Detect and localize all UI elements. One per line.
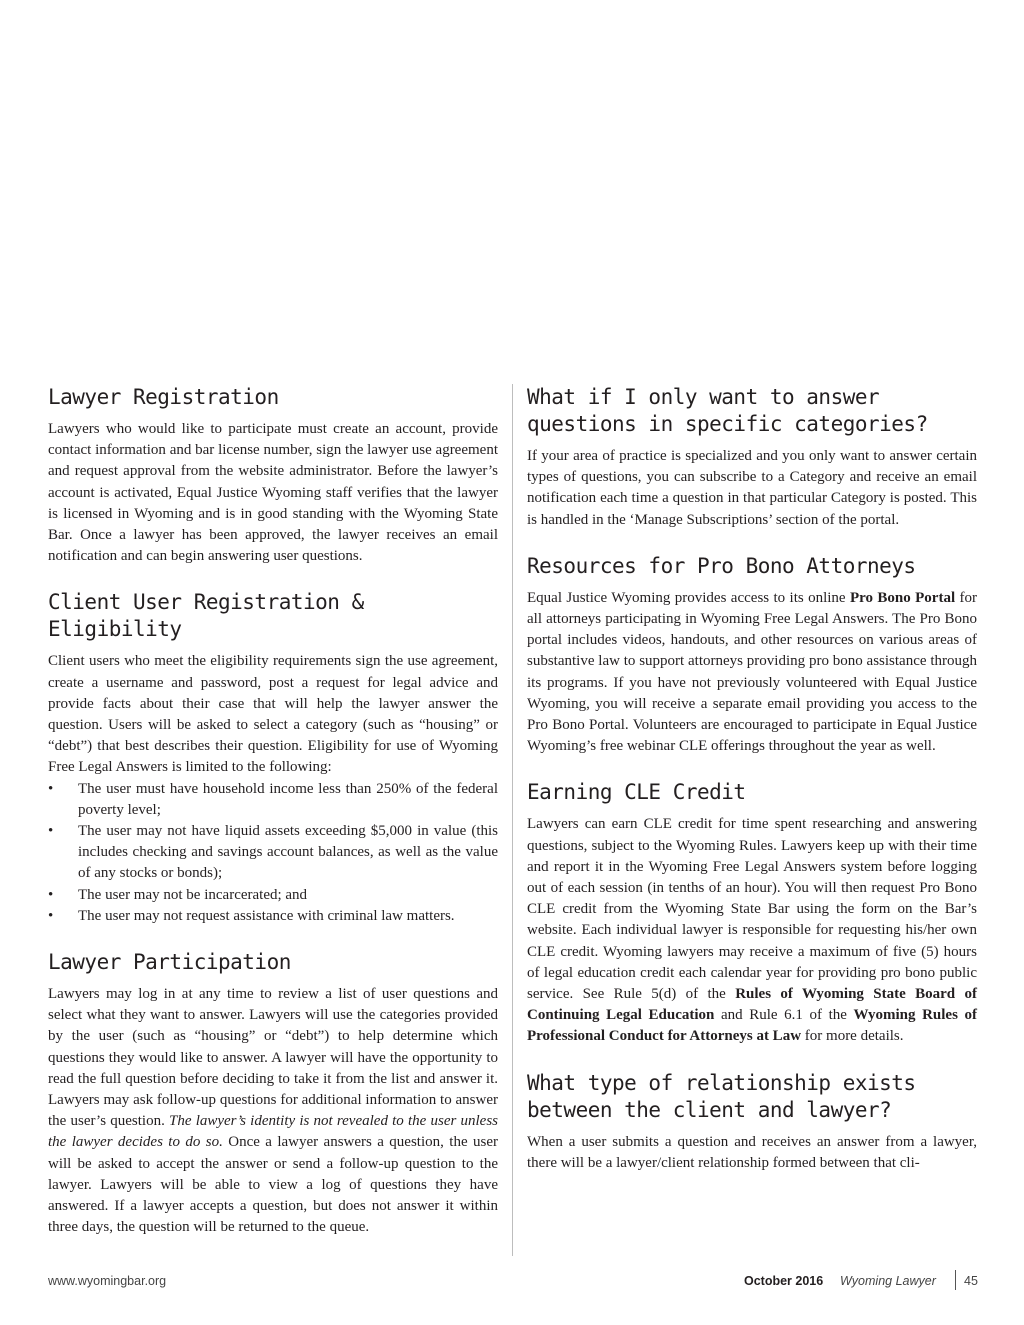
lawyer-registration-heading: Lawyer Registration (48, 385, 279, 409)
page-number: 45 (964, 1274, 978, 1288)
text-run: for more details. (801, 1028, 904, 1045)
section-client-registration (48, 589, 498, 927)
section-lawyer-participation (48, 949, 498, 1238)
lawyer-registration-text: Lawyers who would like to participate must create an account, provide contact information and bar license number, sign the lawyer use agreement and request approval from the website administrator. Before the lawyer’s account is activated, Equal Justice Wyoming staff verifies that the lawyer is licensed in Wyoming and is in good standing with the Wyoming State Bar. Once a lawyer has been approved, the lawyer receives an email notification and can begin answering user questions. (48, 421, 498, 565)
bold-text-run: Rules of Wyoming State Board of Continuing Legal Education (527, 986, 977, 1024)
text-run: for all attorneys participating in Wyoming Free Legal Answers. The Pro Bono portal includes videos, handouts, and other resources on various areas of substantive law to support attorneys providing pro bono assistance through its programs. If you have not previously volunteered with Equal Justice Wyoming, you will receive a separate email providing you access to the Pro Bono Portal. Volunteers are encouraged to participate in Equal Justice Wyoming’s free webinar CLE offerings throughout the year as well. (527, 589, 977, 755)
section-specific-categories (527, 384, 977, 531)
right-column (527, 384, 977, 1196)
footer-magazine-title: Wyoming Lawyer (840, 1274, 936, 1288)
text-run: and Rule 6.1 of the (714, 1007, 854, 1024)
list-item: • The user may not have liquid assets exceeding $5,000 in value (this includes checking and savings account balances, as well as the value of any stocks or bonds); (48, 821, 498, 885)
text-run: Lawyers may log in at any time to review a list of user questions and select what they want to answer. Lawyers will use the categories provided by the user (such as “housing” or “debt”) to help determine which questions they would like to answer. A lawyer will have the opportunity to read the full question before deciding to take it from the list and answer it. Lawyers may ask follow-up questions for additional information to answer the user’s question. (48, 986, 498, 1130)
client-registration-heading: Client User Registration & Eligibility (48, 590, 364, 642)
section-pro-bono-resources (527, 553, 977, 758)
footer-divider (955, 1270, 956, 1290)
column-divider (512, 384, 513, 1256)
text-run: Equal Justice Wyoming provides access to its online (527, 589, 850, 606)
earning-cle-credit-text (527, 814, 977, 1047)
left-column (48, 384, 498, 1261)
pro-bono-resources-text (527, 588, 977, 758)
list-item: • The user may not request assistance with criminal law matters. (48, 906, 498, 927)
pro-bono-resources-heading: Resources for Pro Bono Attorneys (527, 553, 916, 578)
text-run: Once a lawyer answers a question, the user will be asked to accept the answer or send a follow-up question to the lawyer. Lawyers will be able to view a log of questions they have answered. If a lawyer accepts a question, but does not answer it within three days, the question will be returned to the queue. (48, 1134, 498, 1236)
eligibility-list (48, 779, 498, 927)
relationship-heading: What type of relationship exists between the client and lawyer? (527, 1070, 916, 1122)
page-footer (48, 1274, 978, 1294)
section-relationship (527, 1070, 977, 1174)
footer-url: www.wyomingbar.org (48, 1274, 167, 1288)
specific-categories-heading: What if I only want to answer questions in specific categories? (527, 385, 928, 436)
earning-cle-credit-heading: Earning CLE Credit (527, 780, 746, 805)
bold-text-run: Wyoming Rules of Professional Conduct for Attorneys at Law (527, 1007, 977, 1045)
list-item: • The user may not be incarcerated; and (48, 885, 498, 906)
lawyer-participation-text (48, 984, 498, 1238)
section-lawyer-registration (48, 384, 498, 567)
specific-categories-text: If your area of practice is specialized and you only want to answer certain types of questions, you can subscribe to a Category and receive an email notification each time a question in that particular Category is posted. This is handled in the ‘Manage Subscriptions’ section of the portal. (527, 448, 977, 528)
lawyer-participation-heading: Lawyer Participation (48, 950, 291, 975)
italic-text-run: The lawyer’s identity is not revealed to the user unless the lawyer decides to do so. (48, 1113, 498, 1151)
section-earning-cle-credit (527, 779, 977, 1047)
relationship-text: When a user submits a question and receives an answer from a lawyer, there will be a lawyer/client relationship formed between that cli- (527, 1133, 977, 1171)
bold-text-run: Pro Bono Portal (849, 589, 956, 606)
client-registration-text: Client users who meet the eligibility requirements sign the use agreement, create a username and password, post a request for legal advice and provide facts about their case that will help the lawyer answer the question. Users will be asked to select a category (such as “housing” or “debt”) that best describes their question. Eligibility for use of Wyoming Free Legal Answers is limited to the following: (48, 653, 498, 776)
text-run: Lawyers can earn CLE credit for time spent researching and answering questions, subject to the Wyoming Rules. Lawyers keep up with their time and report it in the Wyoming Free Legal Answers system before logging out of each session (in tenths of an hour). You will then request Pro Bono CLE credit from the Wyoming State Bar using the form on the Bar’s website. Each individual lawyer is responsible for requesting his/her own CLE credit. Wyoming lawyers may receive a maximum of five (5) hours of legal education credit each calendar year for providing pro bono public service. See Rule 5(d) of the (527, 816, 977, 1003)
list-item: • The user must have household income less than 250% of the federal poverty level; (48, 779, 498, 821)
footer-date: October 2016 (744, 1274, 824, 1288)
